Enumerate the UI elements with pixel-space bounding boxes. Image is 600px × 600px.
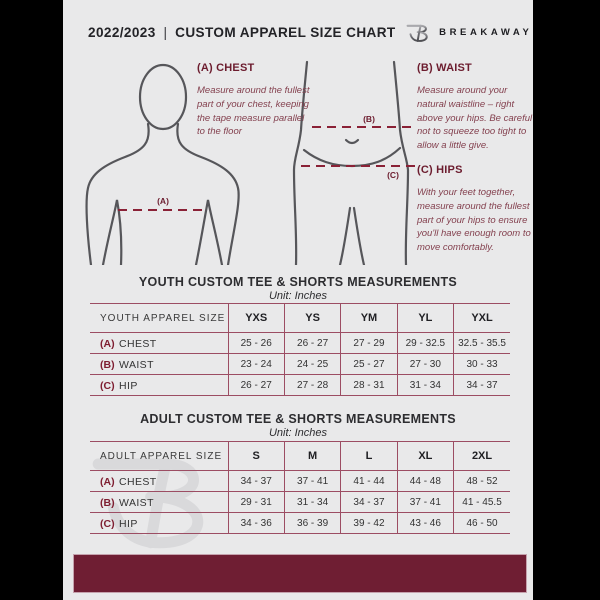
adult-table-unit: Unit: Inches — [268, 427, 328, 439]
cell: 30 - 33 — [454, 354, 510, 375]
waist-description: Measure around your natural waistline – right above your hips. Be careful not to squeeze too tight to allow a little give. — [417, 85, 533, 152]
youth-size-label: YOUTH APPAREL SIZE — [90, 304, 228, 333]
right-inner-leg-line — [354, 208, 364, 265]
chest-marker-label: (A) — [157, 196, 169, 206]
hip-curve-line — [304, 148, 400, 166]
cell: 34 - 37 — [228, 471, 284, 492]
youth-size-yl: YL — [397, 304, 453, 333]
table-row — [90, 471, 510, 492]
adult-size-2xl: 2XL — [454, 442, 510, 471]
cell: 34 - 37 — [454, 375, 510, 396]
hips-heading: (C) HIPS — [417, 164, 463, 176]
cell: 26 - 27 — [228, 375, 284, 396]
cell: 39 - 42 — [341, 513, 397, 534]
waist-measure-dash-line — [312, 126, 412, 128]
page-canvas — [63, 0, 533, 600]
hips-measure-dash-line — [301, 165, 416, 167]
cell: 31 - 34 — [397, 375, 453, 396]
cell: 27 - 28 — [284, 375, 340, 396]
cell: 23 - 24 — [228, 354, 284, 375]
cell: 37 - 41 — [284, 471, 340, 492]
youth-size-yxs: YXS — [228, 304, 284, 333]
brand-name: BREAKAWAY — [439, 26, 533, 38]
hips-description: With your feet together, measure around the fullest part of your hips to ensure you'll have enough room to move comfortably. — [417, 187, 531, 254]
youth-size-ys: YS — [284, 304, 340, 333]
adult-hip-label: (C) HIP — [90, 513, 228, 534]
left-inner-leg-line — [340, 208, 350, 265]
adult-chest-label: (A) CHEST — [90, 471, 228, 492]
cell: 41 - 44 — [341, 471, 397, 492]
adult-waist-label: (B) WAIST — [90, 492, 228, 513]
cell: 26 - 27 — [284, 333, 340, 354]
cell: 32.5 - 35.5 — [454, 333, 510, 354]
table-row — [90, 375, 510, 396]
adult-size-xl: XL — [397, 442, 453, 471]
cell: 41 - 45.5 — [454, 492, 510, 513]
cell: 31 - 34 — [284, 492, 340, 513]
chest-heading: (A) CHEST — [197, 62, 255, 74]
youth-size-ym: YM — [341, 304, 397, 333]
hips-marker-label: (C) — [387, 170, 399, 180]
youth-header-row — [90, 304, 510, 333]
adult-size-l: L — [341, 442, 397, 471]
chart-title: CUSTOM APPAREL SIZE CHART — [175, 24, 396, 40]
page-title — [88, 24, 396, 40]
cell: 29 - 32.5 — [397, 333, 453, 354]
youth-waist-label: (B) WAIST — [90, 354, 228, 375]
cell: 24 - 25 — [284, 354, 340, 375]
cell: 48 - 52 — [454, 471, 510, 492]
table-row — [90, 513, 510, 534]
cell: 25 - 27 — [341, 354, 397, 375]
right-shoulder-arm-outline — [177, 124, 238, 265]
cell: 27 - 30 — [397, 354, 453, 375]
cell: 44 - 48 — [397, 471, 453, 492]
waist-heading: (B) WAIST — [417, 62, 472, 74]
cell: 25 - 26 — [228, 333, 284, 354]
title-separator: | — [163, 24, 168, 40]
header — [88, 18, 533, 46]
adult-size-label: ADULT APPAREL SIZE — [90, 442, 228, 471]
table-row — [90, 333, 510, 354]
youth-chest-label: (A) CHEST — [90, 333, 228, 354]
cell: 28 - 31 — [341, 375, 397, 396]
adult-header-row — [90, 442, 510, 471]
cell: 43 - 46 — [397, 513, 453, 534]
youth-hip-label: (C) HIP — [90, 375, 228, 396]
left-shoulder-arm-outline — [87, 124, 149, 265]
cell: 27 - 29 — [341, 333, 397, 354]
cell: 37 - 41 — [397, 492, 453, 513]
adult-size-s: S — [228, 442, 284, 471]
cell: 46 - 50 — [454, 513, 510, 534]
navel-mark — [346, 140, 358, 143]
brand-lockup — [405, 19, 532, 46]
youth-table-unit: Unit: Inches — [268, 290, 328, 302]
youth-table-title: YOUTH CUSTOM TEE & SHORTS MEASUREMENTS — [138, 275, 458, 289]
cell: 29 - 31 — [228, 492, 284, 513]
footer-bar — [73, 554, 527, 593]
adult-table-title: ADULT CUSTOM TEE & SHORTS MEASUREMENTS — [140, 412, 456, 426]
edition-year: 2022/2023 — [88, 24, 156, 40]
adult-size-m: M — [284, 442, 340, 471]
youth-size-yxl: YXL — [454, 304, 510, 333]
table-row — [90, 354, 510, 375]
chest-description: Measure around the fullest part of your chest, keeping the tape measure parallel to the floor — [197, 85, 310, 138]
cell: 34 - 36 — [228, 513, 284, 534]
adult-size-table — [90, 441, 510, 534]
cell: 34 - 37 — [341, 492, 397, 513]
table-row — [90, 492, 510, 513]
youth-size-table — [90, 303, 510, 396]
head-outline — [140, 65, 186, 129]
right-side-outline — [394, 62, 408, 265]
waist-marker-label: (B) — [363, 114, 375, 124]
chest-measure-dash-line — [118, 209, 207, 211]
breakaway-b-logo-icon — [405, 19, 432, 46]
cell: 36 - 39 — [284, 513, 340, 534]
